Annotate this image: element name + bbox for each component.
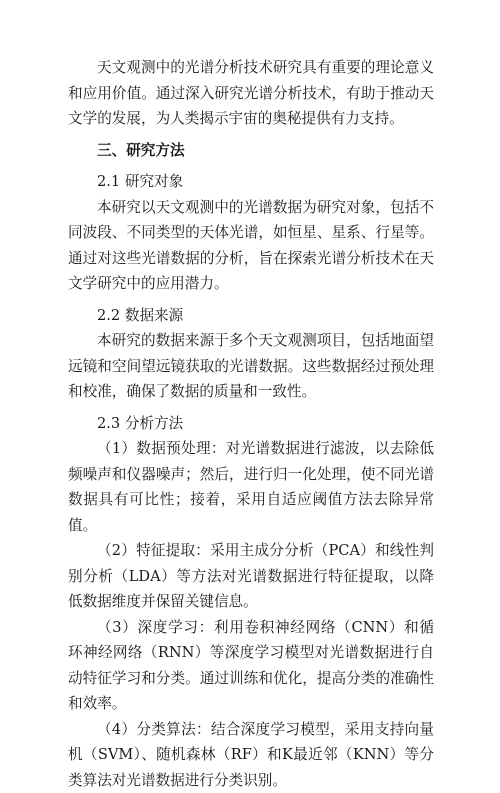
data-source-paragraph: 本研究的数据来源于多个天文观测项目，包括地面望远镜和空间望远镜获取的光谱数据。这些数据经过预处理和校准，确保了数据的质量和一致性。 bbox=[68, 328, 434, 405]
subheading-data-source: 2.2 数据来源 bbox=[68, 303, 434, 329]
research-object-paragraph: 本研究以天文观测中的光谱数据为研究对象，包括不同波段、不同类型的天体光谱，如恒星、星系、行星等。通过对这些光谱数据的分析，旨在探索光谱分析技术在天文学研究中的应用潜力。 bbox=[68, 195, 434, 297]
section-heading-methods: 三、研究方法 bbox=[68, 138, 434, 164]
subheading-research-object: 2.1 研究对象 bbox=[68, 169, 434, 195]
analysis-step-preprocessing: （1）数据预处理：对光谱数据进行滤波，以去除低频噪声和仪器噪声；然后，进行归一化处理，使不同光谱数据具有可比性；接着，采用自适应阈值方法去除异常值。 bbox=[68, 436, 434, 538]
document-page bbox=[68, 0, 434, 793]
analysis-step-classification: （4）分类算法：结合深度学习模型，采用支持向量机（SVM）、随机森林（RF）和K最近邻（KNN）等分类算法对光谱数据进行分类识别。 bbox=[68, 717, 434, 793]
intro-paragraph: 天文观测中的光谱分析技术研究具有重要的理论意义和应用价值。通过深入研究光谱分析技术，有助于推动天文学的发展，为人类揭示宇宙的奥秘提供有力支持。 bbox=[68, 55, 434, 132]
subheading-analysis-methods: 2.3 分析方法 bbox=[68, 411, 434, 437]
analysis-step-deep-learning: （3）深度学习：利用卷积神经网络（CNN）和循环神经网络（RNN）等深度学习模型对光谱数据进行自动特征学习和分类。通过训练和优化，提高分类的准确性和效率。 bbox=[68, 615, 434, 717]
analysis-step-feature-extraction: （2）特征提取：采用主成分分析（PCA）和线性判别分析（LDA）等方法对光谱数据进行特征提取，以降低数据维度并保留关键信息。 bbox=[68, 538, 434, 615]
